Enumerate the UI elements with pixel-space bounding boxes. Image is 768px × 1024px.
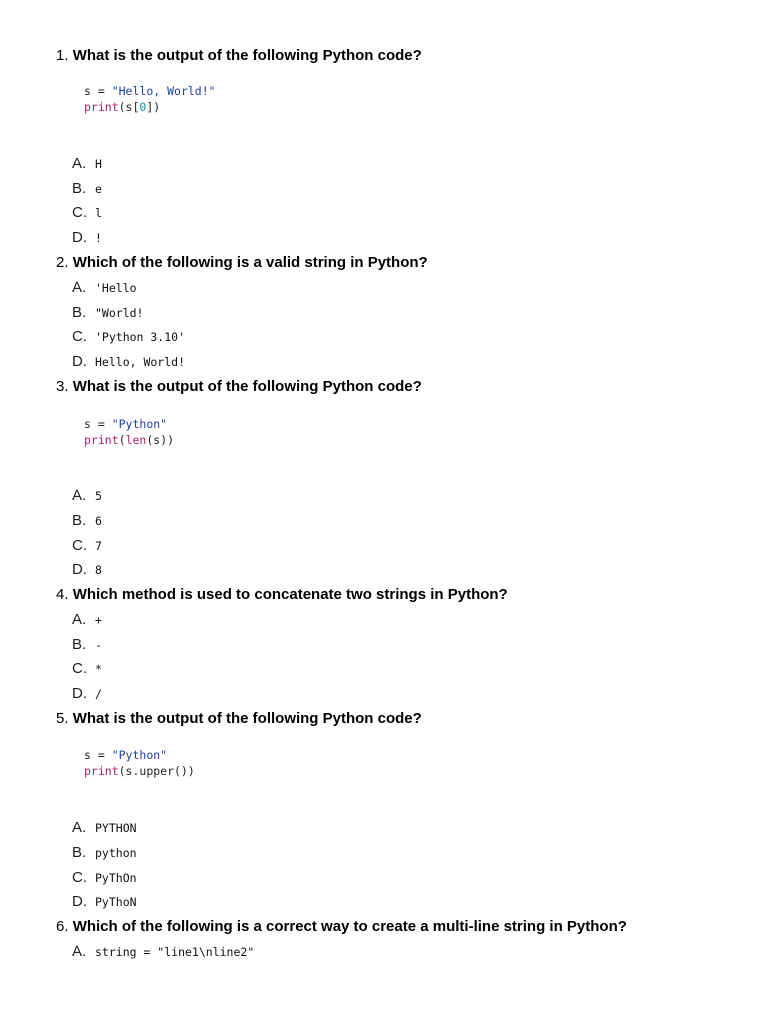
- question-2: [56, 254, 428, 272]
- option-5d[interactable]: [72, 893, 137, 911]
- option-letter: D.: [72, 685, 87, 702]
- option-letter: B.: [72, 844, 87, 861]
- option-value: !: [95, 231, 102, 245]
- option-4d[interactable]: [72, 685, 102, 703]
- question-text: What is the output of the following Python code?: [72, 710, 422, 727]
- code-block-5: s = "Python" print(s.upper()): [84, 748, 195, 778]
- code-block-1: s = "Hello, World!" print(s[0]): [84, 84, 216, 114]
- option-4c[interactable]: [72, 660, 102, 678]
- option-value: l: [95, 206, 102, 220]
- option-value: 7: [95, 539, 102, 553]
- option-letter: D.: [72, 229, 87, 246]
- option-2c[interactable]: [72, 328, 185, 346]
- option-letter: C.: [72, 869, 87, 886]
- question-text: What is the output of the following Python code?: [72, 47, 422, 64]
- option-6a[interactable]: [72, 943, 254, 961]
- question-number: 1.: [56, 47, 69, 64]
- question-text: Which method is used to concatenate two strings in Python?: [72, 586, 508, 603]
- option-1d[interactable]: [72, 229, 102, 247]
- option-2b[interactable]: [72, 304, 143, 322]
- option-3d[interactable]: [72, 561, 102, 579]
- option-letter: B.: [72, 304, 87, 321]
- option-letter: A.: [72, 611, 87, 628]
- code-block-3: s = "Python" print(len(s)): [84, 417, 175, 447]
- option-value: 5: [95, 489, 102, 503]
- option-5c[interactable]: [72, 869, 137, 887]
- question-3: [56, 378, 422, 396]
- option-3b[interactable]: [72, 512, 102, 530]
- option-value: H: [95, 157, 102, 171]
- option-value: e: [95, 182, 102, 196]
- option-letter: A.: [72, 487, 87, 504]
- option-letter: C.: [72, 660, 87, 677]
- question-6: [56, 918, 627, 936]
- option-letter: D.: [72, 561, 87, 578]
- option-value: string = "line1\nline2": [95, 945, 255, 959]
- option-letter: A.: [72, 819, 87, 836]
- option-value: 'Python 3.10': [95, 330, 186, 344]
- option-value: -: [95, 638, 102, 652]
- option-3a[interactable]: [72, 487, 102, 505]
- option-letter: A.: [72, 279, 87, 296]
- option-letter: B.: [72, 512, 87, 529]
- question-5: [56, 710, 422, 728]
- option-letter: C.: [72, 537, 87, 554]
- question-number: 5.: [56, 710, 69, 727]
- question-number: 2.: [56, 254, 69, 271]
- option-value: PYTHON: [95, 821, 137, 835]
- option-letter: A.: [72, 155, 87, 172]
- option-letter: A.: [72, 943, 87, 960]
- question-number: 4.: [56, 586, 69, 603]
- option-4a[interactable]: [72, 611, 102, 629]
- option-4b[interactable]: [72, 636, 102, 654]
- option-value: PyThoN: [95, 895, 137, 909]
- option-5b[interactable]: [72, 844, 137, 862]
- option-5a[interactable]: [72, 819, 137, 837]
- option-value: Hello, World!: [95, 355, 186, 369]
- option-value: 'Hello: [95, 281, 137, 295]
- option-letter: B.: [72, 636, 87, 653]
- question-number: 3.: [56, 378, 69, 395]
- question-text: Which of the following is a correct way to create a multi-line string in Python?: [72, 918, 627, 935]
- question-1: [56, 47, 422, 65]
- option-value: PyThOn: [95, 871, 137, 885]
- question-text: What is the output of the following Python code?: [72, 378, 422, 395]
- option-1a[interactable]: [72, 155, 102, 173]
- question-number: 6.: [56, 918, 69, 935]
- option-value: 6: [95, 514, 102, 528]
- option-letter: D.: [72, 353, 87, 370]
- option-value: +: [95, 613, 102, 627]
- option-value: *: [95, 662, 102, 676]
- option-2d[interactable]: [72, 353, 185, 371]
- option-3c[interactable]: [72, 537, 102, 555]
- question-text: Which of the following is a valid string in Python?: [72, 254, 428, 271]
- option-1c[interactable]: [72, 204, 102, 222]
- option-value: "World!: [95, 306, 144, 320]
- option-value: python: [95, 846, 137, 860]
- option-letter: C.: [72, 204, 87, 221]
- question-4: [56, 586, 508, 604]
- option-letter: C.: [72, 328, 87, 345]
- option-2a[interactable]: [72, 279, 137, 297]
- option-letter: B.: [72, 180, 87, 197]
- option-value: 8: [95, 563, 102, 577]
- option-value: /: [95, 687, 102, 701]
- option-letter: D.: [72, 893, 87, 910]
- option-1b[interactable]: [72, 180, 102, 198]
